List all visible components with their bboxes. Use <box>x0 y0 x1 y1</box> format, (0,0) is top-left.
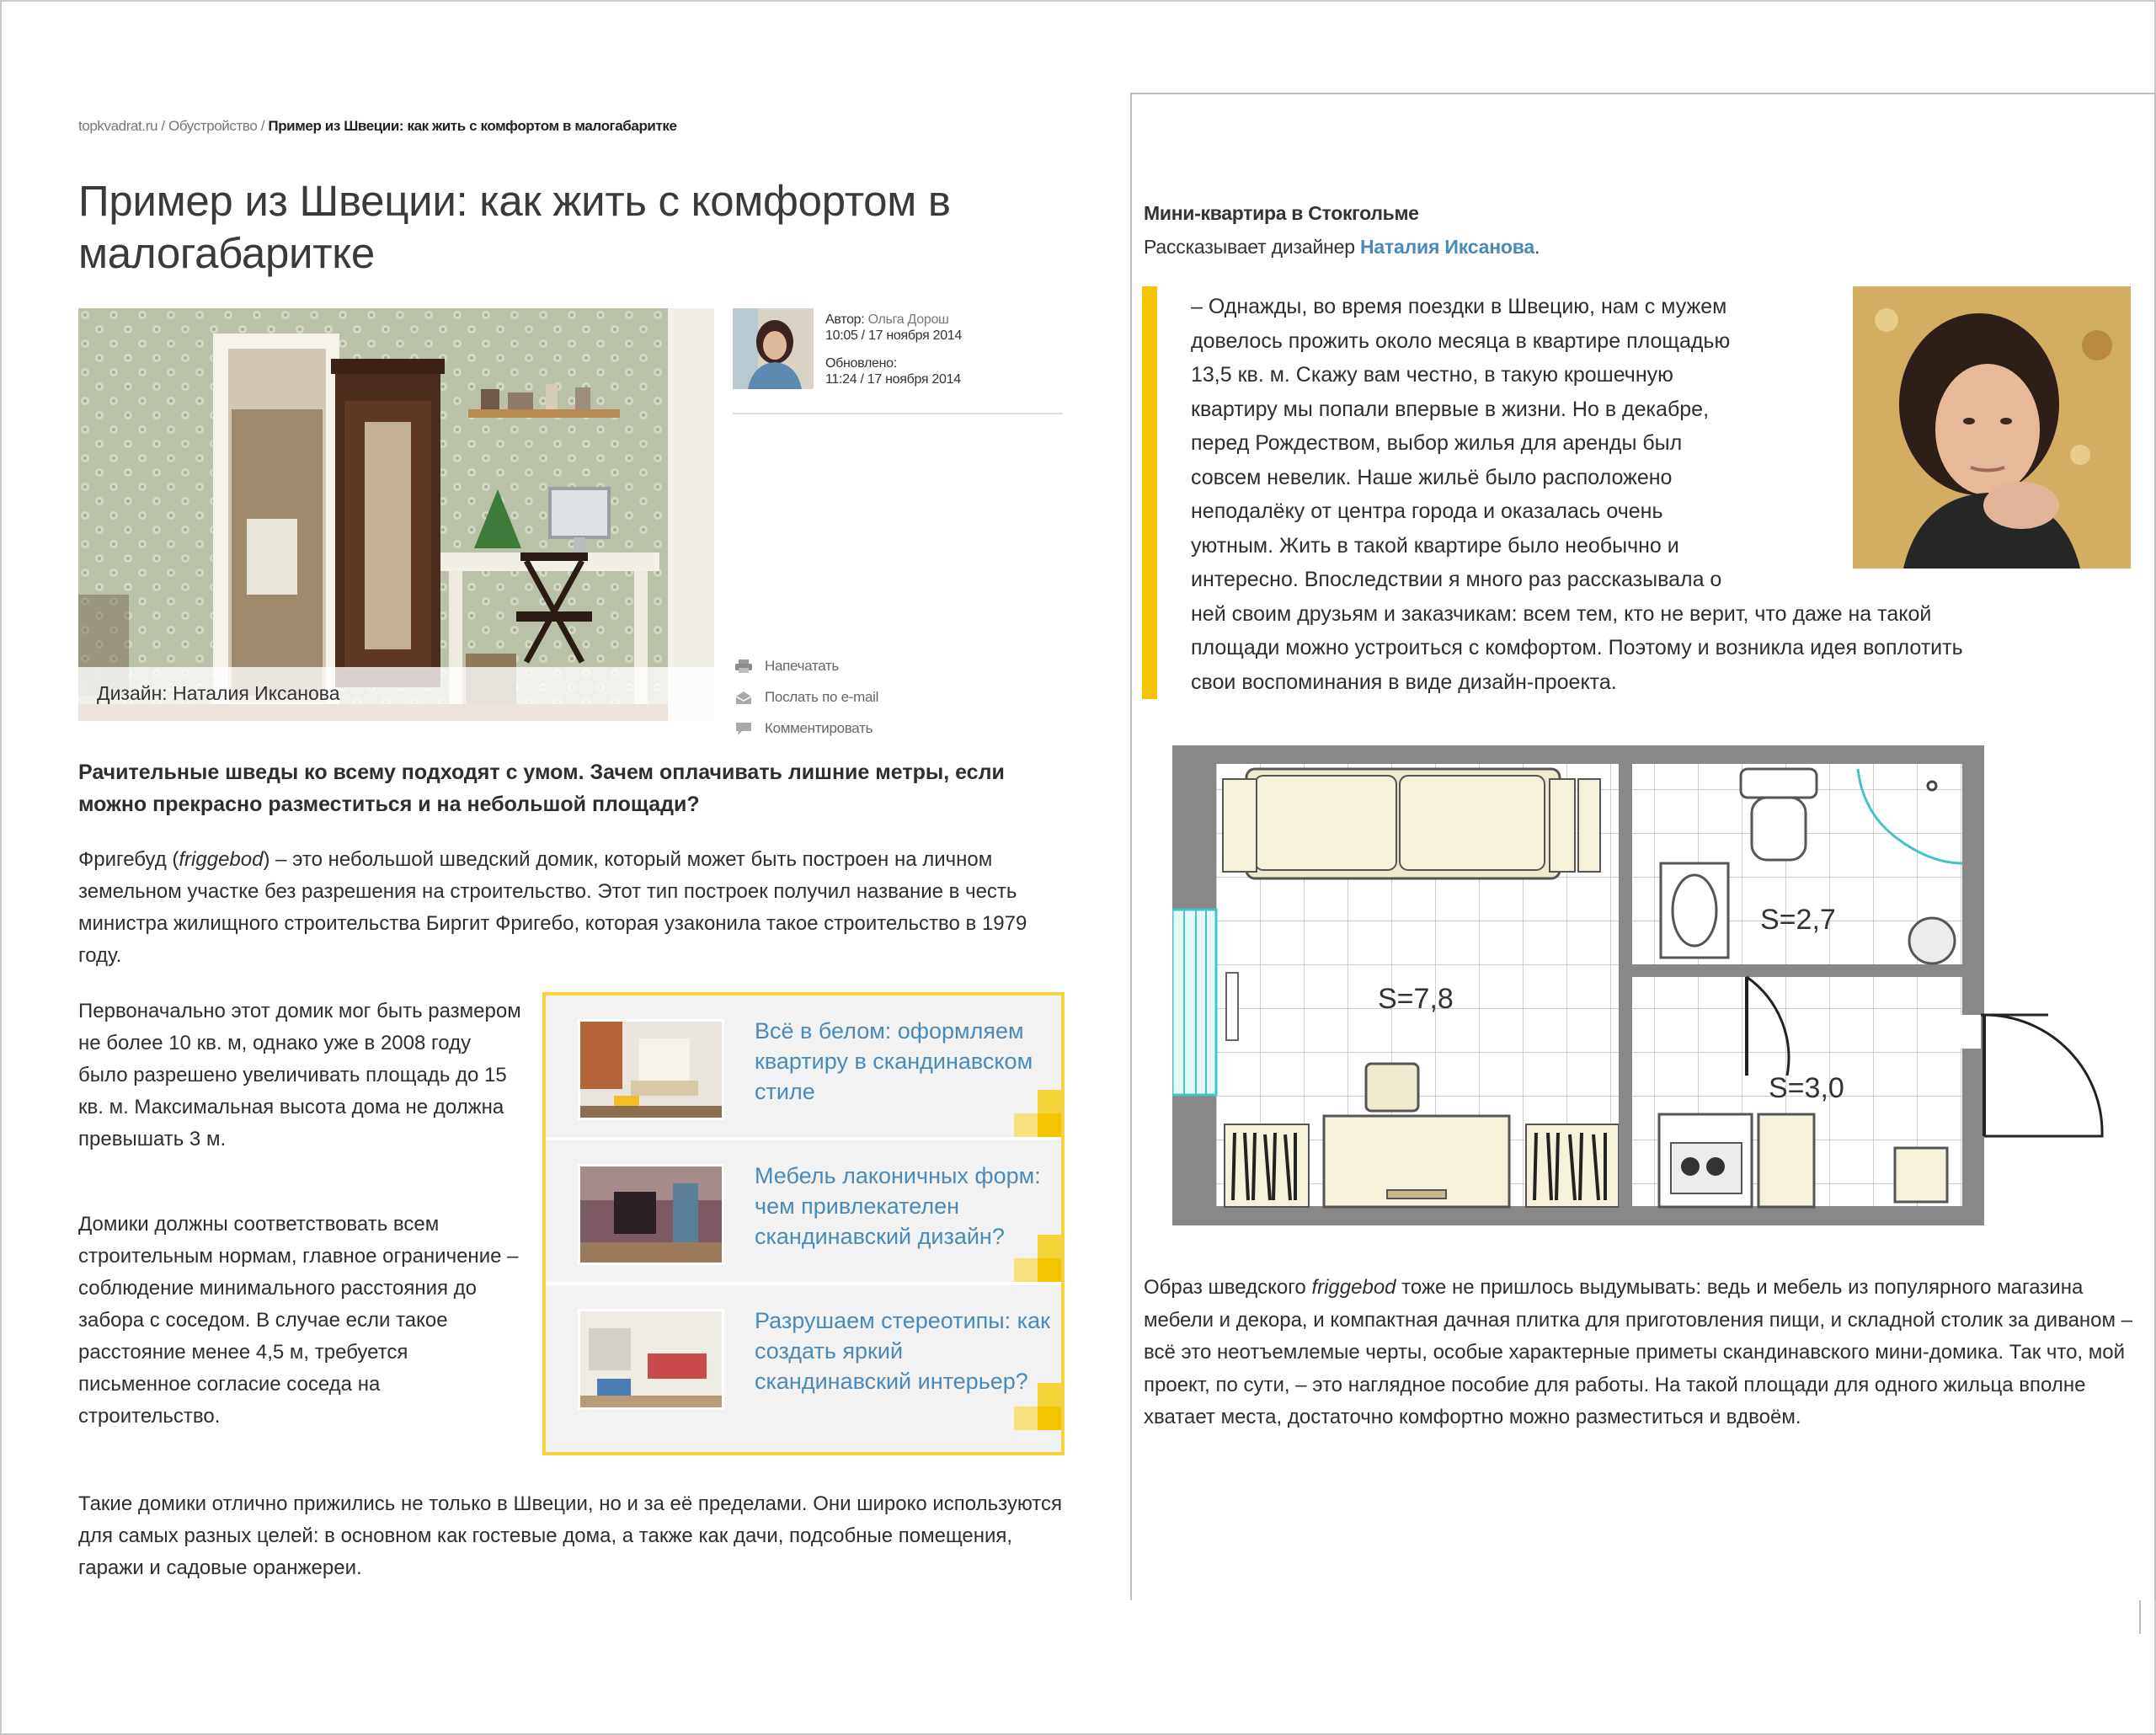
p1-text-start: Фригебуд ( <box>78 848 179 871</box>
breadcrumb <box>78 118 677 135</box>
related-thumbnail-image <box>580 1022 722 1118</box>
p1-text-end: ) – это небольшой шведский домик, который может быть построен на личном земельном участке без разрешения на строительство. Этот тип построек получил название в честь министра жилищного строительства Биргит Фригебо, которая узаконила такое строительство в 1979 году. <box>78 848 1027 967</box>
hero-caption <box>78 667 714 721</box>
paragraph-project-description <box>1144 1272 2137 1434</box>
quote-accent-bar <box>1142 286 1157 699</box>
print-action[interactable] <box>734 650 878 681</box>
related-article-title[interactable]: Разрушаем стереотипы: как создать яркий скандинавский интерьер? <box>755 1308 1050 1394</box>
author-name-link[interactable]: Ольга Дорош <box>867 312 949 327</box>
updated-label: Обновлено: <box>825 356 897 371</box>
hero-image[interactable] <box>78 308 714 721</box>
area-label-living: S=7,8 <box>1378 983 1454 1015</box>
related-thumbnail <box>578 1309 724 1410</box>
comment-action[interactable] <box>734 713 878 744</box>
article-actions <box>734 650 878 744</box>
related-article-title[interactable]: Мебель лаконичных форм: чем привлекателен скандинавский дизайн? <box>755 1163 1041 1249</box>
section-heading: Мини-квартира в Стокгольме <box>1144 202 1419 224</box>
article-lead: Рачительные шведы ко всему подходят с умом. Зачем оплачивать лишние метры, если можно прекрасно разместиться и на небольшой площади? <box>78 761 1005 816</box>
published-date: 10:05 / 17 ноября 2014 <box>825 328 963 343</box>
related-thumbnail <box>578 1019 724 1120</box>
designer-link[interactable]: Наталия Иксанова <box>1359 236 1534 258</box>
related-article-item[interactable] <box>546 996 1061 1140</box>
related-article-item[interactable] <box>546 1285 1061 1430</box>
designer-quote <box>1191 290 2117 699</box>
paragraph-friggebod-definition <box>78 844 1064 972</box>
related-article-item[interactable] <box>546 1140 1061 1285</box>
quote-line: площади можно устроиться с комфортом. Поэтому и возникла идея воплотить <box>1191 636 1963 659</box>
bottom-italic-term: friggebod <box>1311 1276 1396 1299</box>
article-meta <box>825 312 962 399</box>
comment-action-label: Комментировать <box>765 719 873 736</box>
floor-plan <box>1172 745 2116 1234</box>
related-thumbnail-image <box>580 1166 722 1263</box>
page-title: Пример из Швеции: как жить с комфортом в малогабаритке <box>78 177 951 277</box>
corner-decoration <box>1014 1090 1061 1137</box>
quote-line: совсем невелик. Наше жильё было расположено <box>1191 465 1673 489</box>
mail-icon <box>734 690 753 705</box>
comment-icon <box>734 721 753 736</box>
related-thumbnail-image <box>580 1311 722 1407</box>
section-subheading <box>1144 236 1540 259</box>
author-label: Автор: <box>825 312 865 327</box>
subheading-end: . <box>1534 236 1540 258</box>
quote-line: довелось прожить около месяца в квартире площадью <box>1191 328 1731 353</box>
author-avatar[interactable] <box>733 308 814 389</box>
subheading-text: Рассказывает дизайнер <box>1144 236 1360 258</box>
breadcrumb-separator: / <box>157 118 169 134</box>
author-avatar-image <box>733 308 814 389</box>
area-label-bathroom: S=2,7 <box>1760 904 1836 936</box>
breadcrumb-section-link[interactable]: Обустройство <box>168 118 258 134</box>
hero-caption-text: Дизайн: Наталия Иксанова <box>97 682 340 704</box>
email-action-label: Послать по e-mail <box>765 688 879 705</box>
floor-plan-drawing <box>1172 745 2116 1234</box>
area-label-hall: S=3,0 <box>1769 1072 1844 1104</box>
frame-edge <box>2139 1600 2154 1634</box>
hero-room-illustration <box>78 308 714 721</box>
bottom-text-start: Образ шведского <box>1144 1276 1312 1299</box>
quote-line: интересно. Впоследствии я много раз рассказывала о <box>1191 568 1722 591</box>
email-action[interactable] <box>734 681 878 713</box>
p1-italic-term: friggebod <box>179 848 264 871</box>
corner-decoration <box>1014 1383 1061 1430</box>
paragraph-usage: Такие домики отлично прижились не только в Швеции, но и за её пределами. Они широко используются для самых разных целей: в основном как гостевые дома, а также как дачи, подсобные помещения, гаражи и садовые оранжереи. <box>78 1492 1063 1579</box>
related-article-title[interactable]: Всё в белом: оформляем квартиру в скандинавском стиле <box>755 1018 1033 1104</box>
bottom-text-end: тоже не пришлось выдумывать: ведь и мебель из популярного магазина мебели и декора, и компактная дачная плитка для приготовления пищи, и складной столик за диваном – всё это неотъемлемые черты, особые характерные приметы скандинавского мини-домика. Так что, мой проект, по сути, – это наглядное пособие для работы. На такой площади для одного жильца вполне хватает места, достаточно комфортно можно разместиться и вдвоём. <box>1144 1276 2133 1428</box>
quote-line: 13,5 кв. м. Скажу вам честно, в такую крошечную <box>1191 363 1673 387</box>
quote-line: квартиру мы попали впервые в жизни. Но в декабре, <box>1191 397 1710 421</box>
quote-line: перед Рождеством, выбор жилья для аренды был <box>1191 431 1683 455</box>
quote-line: свои воспоминания в виде дизайн-проекта. <box>1191 670 1617 694</box>
breadcrumb-current: Пример из Швеции: как жить с комфортом в малогабаритке <box>268 118 677 134</box>
paragraph-building-rules: Домики должны соответствовать всем строительным нормам, главное ограничение – соблюдение минимального расстояния до забора с соседом. В случае если такое расстояние менее 4,5 м, требуется письменное согласие соседа на строительство. <box>78 1213 519 1428</box>
meta-divider <box>733 413 1063 414</box>
related-articles-box <box>542 992 1065 1455</box>
corner-decoration <box>1014 1235 1061 1282</box>
quote-line: ней своим друзьям и заказчикам: всем тем, кто не верит, что даже на такой <box>1191 601 1932 626</box>
quote-line: уютным. Жить в такой квартире было необычно и <box>1191 533 1679 558</box>
print-action-label: Напечатать <box>765 657 840 674</box>
quote-line: – Однажды, во время поездки в Швецию, нам с мужем <box>1191 295 1727 318</box>
breadcrumb-home-link[interactable]: topkvadrat.ru <box>78 118 158 134</box>
related-thumbnail <box>578 1164 724 1265</box>
quote-line: неподалёку от центра города и оказалась очень <box>1191 499 1663 523</box>
updated-date: 11:24 / 17 ноября 2014 <box>825 372 961 387</box>
breadcrumb-separator: / <box>257 118 269 134</box>
printer-icon <box>734 659 753 674</box>
paragraph-size-limits: Первоначально этот домик мог быть размером не более 10 кв. м, однако уже в 2008 году было разрешено увеличивать площадь до 15 кв. м. Максимальная высота дома не должна превышать 3 м. <box>78 1000 521 1150</box>
